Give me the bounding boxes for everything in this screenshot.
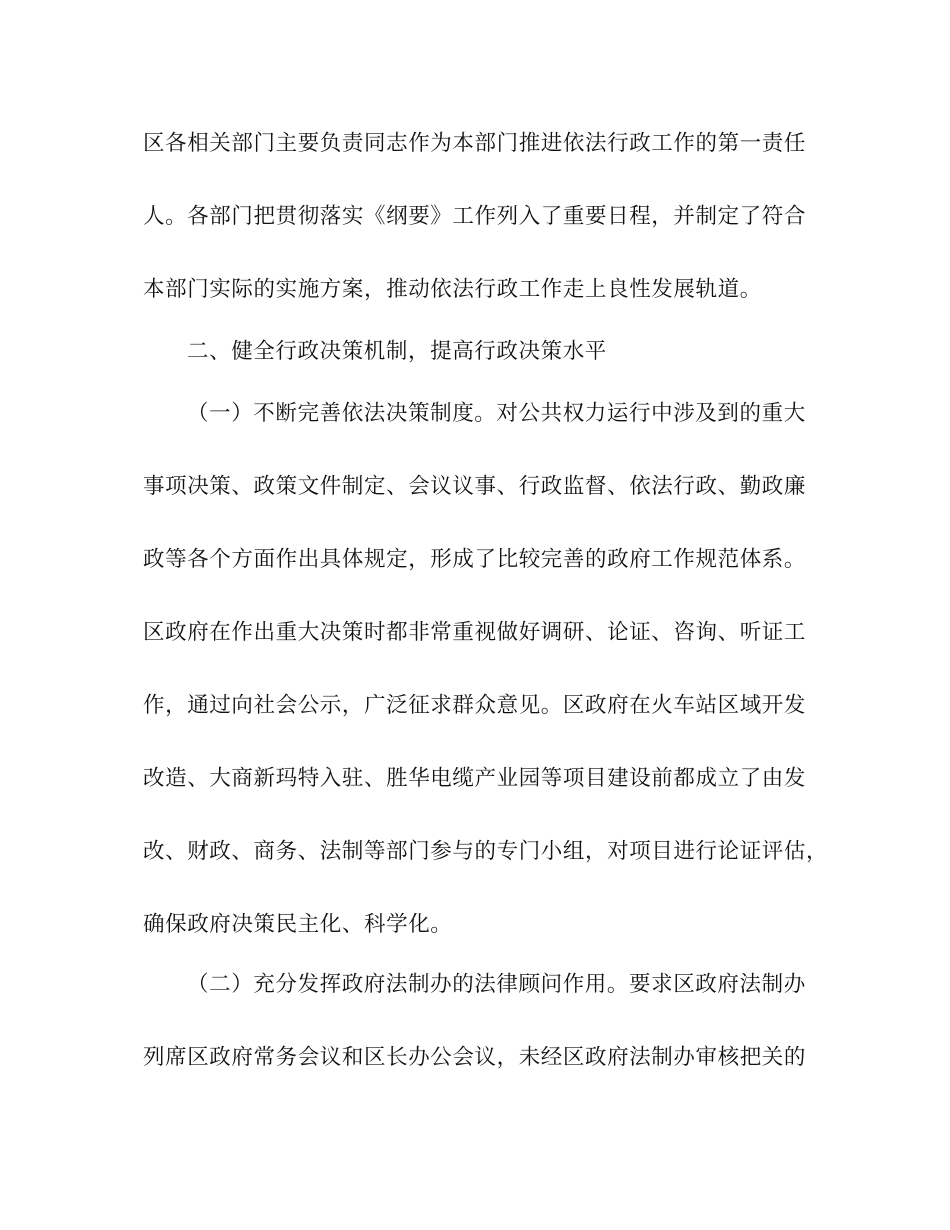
body-text-line: 确保政府决策民主化、科学化。 — [143, 912, 453, 937]
body-text-line: 政等各个方面作出具体规定，形成了比较完善的政府工作规范体系。 — [143, 547, 807, 572]
body-text-line: 区各相关部门主要负责同志作为本部门推进依法行政工作的第一责任 — [143, 131, 807, 156]
body-text-line: 区政府在作出重大决策时都非常重视做好调研、论证、咨询、听证工 — [143, 620, 807, 645]
subsection-heading-line: （二）充分发挥政府法制办的法律顾问作用。要求区政府法制办 — [187, 972, 806, 997]
body-text-line: 作，通过向社会公示，广泛征求群众意见。区政府在火车站区域开发 — [143, 693, 807, 718]
subsection-heading-line: （一）不断完善依法决策制度。对公共权力运行中涉及到的重大 — [187, 401, 806, 426]
body-text-line: 改、财政、商务、法制等部门参与的专门小组，对项目进行论证评估， — [143, 839, 829, 864]
section-heading: 二、健全行政决策机制，提高行政决策水平 — [187, 339, 607, 364]
body-text-line: 人。各部门把贯彻落实《纲要》工作列入了重要日程，并制定了符合 — [143, 204, 807, 229]
body-text-line: 改造、大商新玛特入驻、胜华电缆产业园等项目建设前都成立了由发 — [143, 766, 807, 791]
body-text-line: 事项决策、政策文件制定、会议议事、行政监督、依法行政、勤政廉 — [143, 474, 807, 499]
body-text-line: 本部门实际的实施方案，推动依法行政工作走上良性发展轨道。 — [143, 277, 762, 302]
body-text-line: 列席区政府常务会议和区长办公会议，未经区政府法制办审核把关的 — [143, 1045, 807, 1070]
